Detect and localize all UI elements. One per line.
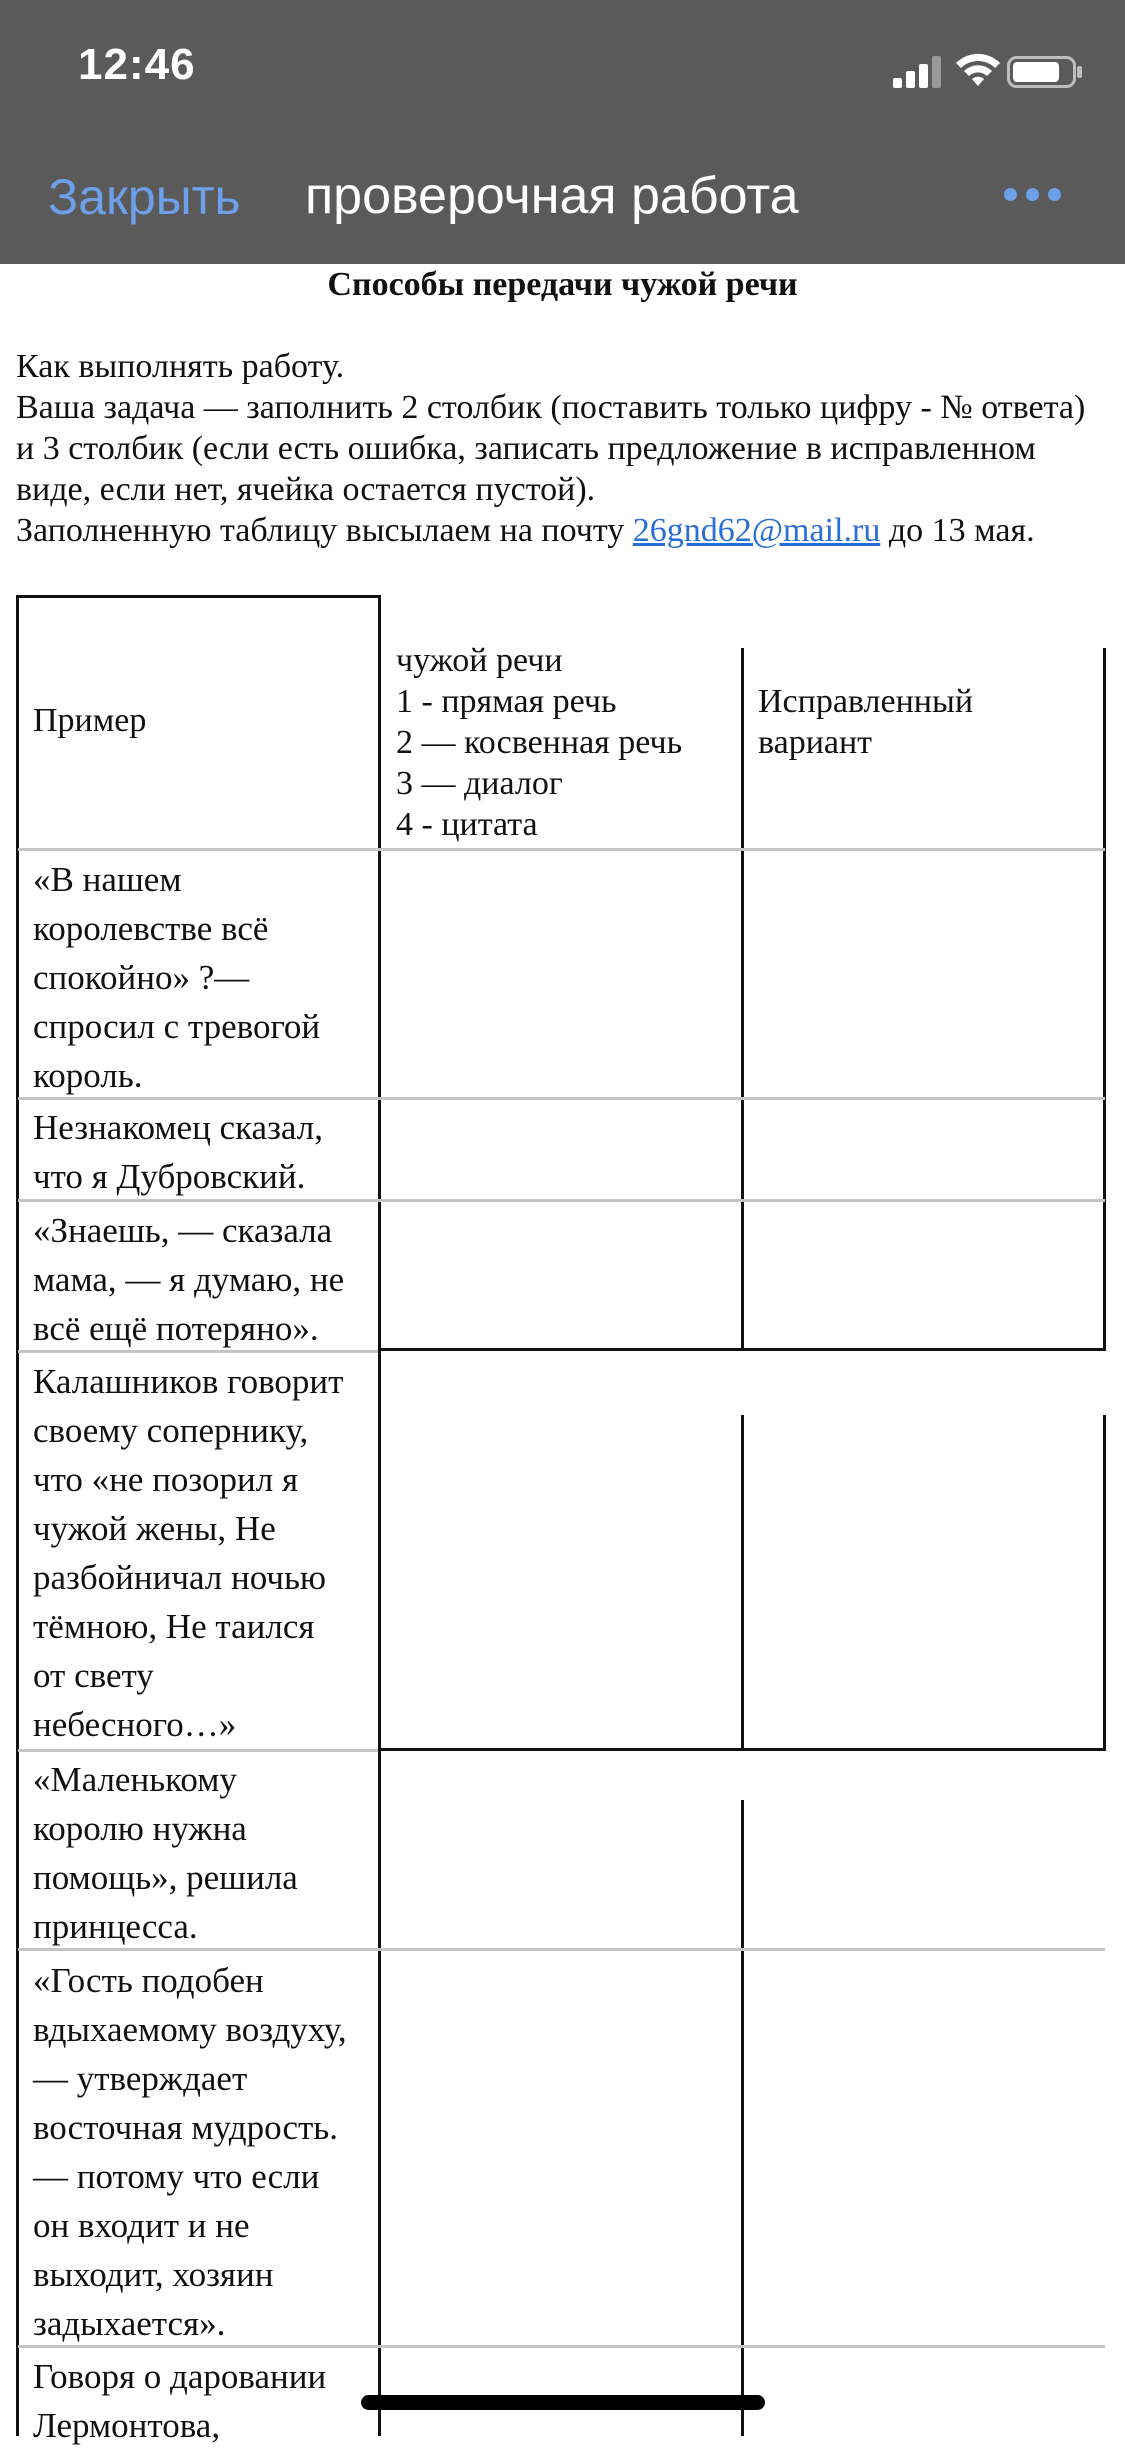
row-line: своему сопернику,	[33, 1411, 309, 1450]
row-line: спокойно» ?—	[33, 958, 250, 997]
more-dot	[1026, 188, 1039, 201]
row-line: что я Дубровский.	[33, 1157, 306, 1196]
row-line: всё ещё потеряно».	[33, 1309, 319, 1348]
header-corrected	[758, 681, 973, 763]
table-row-example	[33, 855, 320, 1100]
row-line: мама, — я думаю, не	[33, 1260, 345, 1299]
more-options-icon[interactable]	[1004, 188, 1070, 206]
row-line: он входит и не	[33, 2206, 250, 2245]
table-border	[16, 595, 379, 598]
header-example: Пример	[33, 702, 147, 739]
header-line: 1 - прямая речь	[396, 683, 617, 720]
home-indicator[interactable]	[361, 2395, 765, 2410]
battery-icon	[1007, 56, 1083, 88]
row-line: королевстве всё	[33, 909, 269, 948]
row-line: «Маленькому	[33, 1760, 237, 1799]
row-line: тёмною, Не таился	[33, 1607, 315, 1646]
email-link[interactable]: 26gnd62@mail.ru	[632, 512, 881, 549]
table-border	[378, 595, 381, 2436]
row-line: «В нашем	[33, 860, 182, 899]
row-line: король.	[33, 1056, 143, 1095]
answer-cell-type[interactable]	[380, 852, 740, 1098]
table-border	[741, 1800, 744, 2436]
row-line: что «не позорил я	[33, 1460, 299, 1499]
row-line: — утверждает	[33, 2059, 248, 2098]
table-border	[741, 1415, 744, 1750]
row-divider	[18, 1199, 1105, 1202]
row-line: — потому что если	[33, 2157, 320, 2196]
top-bar	[0, 0, 1125, 264]
table-border	[378, 1348, 1106, 1351]
header-line: вариант	[758, 724, 873, 761]
row-divider	[18, 1350, 378, 1353]
instructions	[16, 346, 1106, 551]
row-line: задыхается».	[33, 2304, 226, 2343]
row-line: восточная мудрость.	[33, 2108, 339, 2147]
table-border	[1103, 648, 1106, 1350]
email-line	[16, 510, 1106, 551]
row-line: королю нужна	[33, 1809, 247, 1848]
table-border	[378, 1748, 1106, 1751]
row-divider	[18, 1749, 378, 1752]
status-time: 12:46	[78, 40, 196, 89]
row-line: от свету	[33, 1656, 154, 1695]
row-line: спросил с тревогой	[33, 1007, 321, 1046]
table-row-example	[33, 1956, 347, 2348]
close-button[interactable]: Закрыть	[48, 169, 241, 225]
header-line: Исправленный	[758, 683, 974, 720]
email-prefix: Заполненную таблицу высылаем на почту	[16, 512, 625, 549]
table-border	[741, 648, 744, 1350]
answer-cell-corrected[interactable]	[744, 852, 1104, 1098]
row-line: Говоря о даровании	[33, 2357, 327, 2396]
row-line: выходит, хозяин	[33, 2255, 274, 2294]
wifi-icon	[955, 52, 1001, 88]
row-line: Калашников говорит	[33, 1362, 344, 1401]
instructions-line: Как выполнять работу.	[16, 348, 345, 385]
row-line: «Знаешь, — сказала	[33, 1211, 333, 1250]
header-line: 3 — диалог	[396, 765, 563, 802]
table-row-example	[33, 1755, 298, 1951]
row-line: Лермонтова,	[33, 2406, 221, 2445]
header-line: чужой речи	[396, 642, 563, 679]
row-line: небесного…»	[33, 1705, 237, 1744]
email-suffix: до 13 мая.	[888, 512, 1035, 549]
table-row-example	[33, 2352, 326, 2450]
row-line: Незнакомец сказал,	[33, 1108, 323, 1147]
header-line: 2 — косвенная речь	[396, 724, 683, 761]
table-border	[1103, 1415, 1106, 1750]
page-title: проверочная работа	[305, 167, 799, 225]
more-dot	[1048, 188, 1061, 201]
row-line: «Гость подобен	[33, 1961, 264, 2000]
header-line: 4 - цитата	[396, 806, 538, 843]
row-line: разбойничал ночью	[33, 1558, 327, 1597]
table-row-example	[33, 1357, 343, 1749]
row-line: чужой жены, Не	[33, 1509, 276, 1548]
row-line: вдыхаемому воздуху,	[33, 2010, 347, 2049]
document-title: Способы передачи чужой речи	[327, 266, 798, 303]
row-line: помощь», решила	[33, 1858, 298, 1897]
instructions-line: Ваша задача — заполнить 2 столбик (поставить только цифру - № ответа) и 3 столбик (если есть ошибка, записать предложение в исправленном виде, если нет, ячейка остается пустой).	[16, 389, 1086, 508]
row-divider	[18, 1948, 1105, 1951]
table-row-example	[33, 1103, 323, 1201]
row-divider	[18, 848, 1105, 851]
row-line: принцесса.	[33, 1907, 198, 1946]
row-divider	[18, 2345, 1105, 2348]
header-speech-types	[396, 640, 682, 845]
cellular-signal-icon	[893, 56, 945, 88]
table-row-example	[33, 1206, 344, 1353]
more-dot	[1004, 188, 1017, 201]
table-border	[16, 595, 19, 2436]
row-divider	[18, 1097, 1105, 1100]
